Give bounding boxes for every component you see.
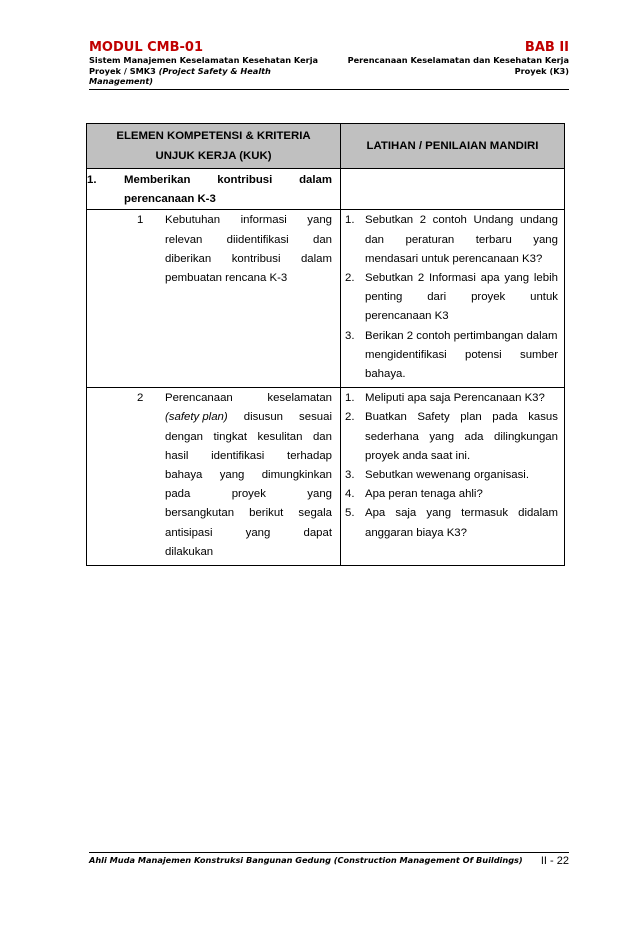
word: contoh <box>432 214 467 227</box>
word: dimungkinkan <box>261 469 332 482</box>
unit-cell <box>87 169 341 210</box>
word: kesulitan <box>257 430 303 443</box>
word: terhadap <box>287 449 332 462</box>
question-line <box>365 524 558 543</box>
word: dalam <box>300 252 332 265</box>
question-line <box>365 504 558 523</box>
word: bahaya <box>165 469 203 482</box>
kuk-line <box>165 543 332 562</box>
word: terbaru <box>475 233 512 246</box>
word: Apa peran tenaga ahli? <box>365 488 483 501</box>
unit-title-line2: perencanaan K-3 <box>124 193 216 206</box>
word: Undang <box>473 214 514 227</box>
kuk-line <box>165 408 332 427</box>
word: apa <box>480 272 500 285</box>
page-number: II - 22 <box>540 855 569 867</box>
question-text <box>365 504 558 542</box>
word: sumber <box>520 348 558 361</box>
word: hasil <box>165 449 189 462</box>
question-text <box>365 408 558 466</box>
question-text <box>365 269 558 327</box>
word: Sebutkan wewenang organisasi. <box>365 469 530 482</box>
kuk-number: 2 <box>137 392 144 405</box>
word: yang <box>307 214 332 227</box>
table-row <box>87 210 565 388</box>
word: kasus <box>528 411 558 424</box>
kuk-line <box>165 269 332 288</box>
word: Buatkan <box>365 411 407 424</box>
word: Kebutuhan <box>165 214 221 227</box>
word: dalam <box>299 174 332 186</box>
question-number: 1. <box>345 392 355 405</box>
word: berikut <box>249 507 284 520</box>
word: dengan <box>165 430 204 443</box>
word: yang <box>245 526 271 539</box>
question-number: 3. <box>345 469 355 482</box>
kuk-line <box>165 447 332 466</box>
question-number: 2. <box>345 411 355 424</box>
word: segala <box>298 507 332 520</box>
question-item <box>345 327 558 385</box>
kuk-line <box>165 485 332 504</box>
question-line <box>365 269 558 288</box>
kuk-line <box>165 466 332 485</box>
word: Informasi <box>429 272 476 285</box>
word: proyek anda saat ini. <box>365 449 471 462</box>
col-header-kuk-line1: ELEMEN KOMPETENSI & KRITERIA <box>116 130 311 142</box>
question-line <box>365 428 558 447</box>
word: Sebutkan <box>365 272 414 285</box>
kuk-line <box>165 250 332 269</box>
word: penting <box>365 291 403 304</box>
word: ada <box>464 430 484 443</box>
word: mendasari untuk perencanaan K3? <box>365 252 543 265</box>
word: perencanaan K3 <box>365 310 449 323</box>
word: proyek <box>231 488 266 501</box>
page-footer <box>89 855 569 867</box>
competency-unit <box>87 169 340 209</box>
header-left-line2-prefix: Proyek / SMK3 <box>89 65 159 76</box>
word: diidentifikasi <box>226 233 289 246</box>
question-number: 2. <box>345 272 355 285</box>
word: yang <box>504 272 530 285</box>
header-left-subtitle <box>89 55 318 87</box>
page-header <box>89 40 569 87</box>
word: pada <box>165 488 191 501</box>
word: dan <box>312 233 332 246</box>
word: pada <box>492 411 518 424</box>
word: didalam <box>518 507 558 520</box>
kuk-cell-2 <box>87 388 341 566</box>
word: Sebutkan <box>365 214 414 227</box>
header-divider <box>89 89 569 90</box>
word: dapat <box>303 526 332 539</box>
unit-row <box>87 169 565 210</box>
footer-text: Ahli Muda Manajemen Konstruksi Bangunan Gedung (Construction Management Of Buildings) <box>89 855 523 865</box>
header-right-line2: Proyek (K3) <box>514 65 569 76</box>
word: lebih <box>533 272 558 285</box>
unit-number: 1. <box>87 174 97 186</box>
question-item <box>345 504 558 542</box>
word: yang <box>219 469 245 482</box>
footer-divider <box>89 852 569 853</box>
question-line <box>365 307 558 326</box>
question-number: 4. <box>345 488 355 501</box>
col-header-kuk <box>87 124 341 169</box>
question-number: 5. <box>345 507 355 520</box>
table-header-row <box>87 124 565 169</box>
kuk-line <box>165 389 332 408</box>
header-left-line3 <box>89 76 318 87</box>
question-line <box>365 346 558 365</box>
word: bersangkutan <box>165 507 235 520</box>
word: diberikan <box>165 252 212 265</box>
word: dari <box>427 291 447 304</box>
question-list <box>341 388 564 546</box>
word: tingkat <box>213 430 248 443</box>
question-list <box>341 210 564 387</box>
kuk-line <box>165 524 332 543</box>
word: Safety <box>417 411 450 424</box>
question-item <box>345 269 558 327</box>
word: bahaya. <box>365 368 406 381</box>
word: pembuatan rencana K-3 <box>165 272 288 285</box>
question-text <box>365 327 558 385</box>
word: dan <box>312 430 332 443</box>
kuk-line <box>165 428 332 447</box>
question-number: 1. <box>345 214 355 227</box>
word: 2 <box>417 272 425 285</box>
word: 2 <box>419 214 427 227</box>
word: Apa <box>365 507 386 520</box>
question-item <box>345 466 558 485</box>
kuk-item <box>87 210 340 291</box>
unit-empty-cell <box>341 169 565 210</box>
header-right-line1: Perencanaan Keselamatan dan Kesehatan Kerja <box>347 55 569 65</box>
word: peraturan <box>405 233 455 246</box>
question-text <box>365 211 558 269</box>
word: Memberikan <box>124 174 191 186</box>
question-text <box>365 389 558 408</box>
word: kontribusi <box>231 252 281 265</box>
word: dilingkungan <box>494 430 558 443</box>
word: yang <box>426 507 452 520</box>
questions-cell-1 <box>341 210 565 388</box>
kuk-item <box>87 388 340 565</box>
header-left-line2-italic: (Project Safety & Health <box>158 65 271 76</box>
kuk-cell-1 <box>87 210 341 388</box>
word: dan <box>365 233 385 246</box>
question-item <box>345 211 558 269</box>
kuk-line <box>165 504 332 523</box>
word: Perencanaan <box>165 392 233 405</box>
unit-title <box>124 171 340 209</box>
header-left-line2 <box>89 66 318 77</box>
question-number: 3. <box>345 329 355 342</box>
word: yang <box>429 430 455 443</box>
header-left-line1: Sistem Manajemen Keselamatan Kesehatan Kerja <box>89 55 319 65</box>
col-header-kuk-line2: UNJUK KERJA (KUK) <box>155 150 272 162</box>
header-right-subtitle <box>348 55 569 87</box>
word: yang <box>533 233 558 246</box>
questions-cell-2 <box>341 388 565 566</box>
word: untuk <box>530 291 558 304</box>
question-line <box>365 408 558 427</box>
word: anggaran biaya K3? <box>365 526 467 539</box>
word: Meliputi apa saja Perencanaan K3? <box>365 392 545 405</box>
question-text <box>365 466 558 485</box>
question-item <box>345 485 558 504</box>
word: mengidentifikasi <box>365 348 447 361</box>
module-code: MODUL CMB-01 <box>89 40 204 55</box>
question-line <box>365 231 558 250</box>
question-line <box>365 389 558 408</box>
word: saja <box>395 507 417 520</box>
word: identifikasi <box>211 449 265 462</box>
kuk-line <box>165 231 332 250</box>
word: proyek <box>471 291 506 304</box>
table-row <box>87 388 565 566</box>
word: keselamatan <box>267 392 332 405</box>
kuk-number: 1 <box>137 214 144 227</box>
word: Berikan 2 contoh pertimbangan dalam <box>365 329 558 342</box>
header-left-line3-italic: Management) <box>89 76 154 86</box>
word: kontribusi <box>217 174 273 186</box>
word: sesuai <box>299 411 332 424</box>
word: plan <box>460 411 482 424</box>
question-line <box>365 211 558 230</box>
question-line <box>365 365 558 384</box>
question-line <box>365 288 558 307</box>
word: antisipasi <box>165 526 213 539</box>
word: disusun <box>243 411 283 424</box>
question-line <box>365 250 558 269</box>
col-header-latihan: LATIHAN / PENILAIAN MANDIRI <box>341 124 565 169</box>
word: (safety plan) <box>165 411 228 424</box>
question-line <box>365 447 558 466</box>
word: undang <box>519 214 558 227</box>
question-item <box>345 408 558 466</box>
question-line <box>365 327 558 346</box>
question-line <box>365 485 558 504</box>
kuk-text <box>165 389 340 562</box>
kuk-line <box>165 211 332 230</box>
word: relevan <box>165 233 203 246</box>
word: informasi <box>240 214 287 227</box>
question-item <box>345 389 558 408</box>
question-text <box>365 485 558 504</box>
word: termasuk <box>461 507 509 520</box>
chapter-label: BAB II <box>524 40 569 55</box>
word: dilakukan <box>165 545 214 558</box>
word: potensi <box>464 348 502 361</box>
kuk-text <box>165 211 340 288</box>
word: sederhana <box>365 430 419 443</box>
competency-table <box>86 123 565 566</box>
word: yang <box>307 488 332 501</box>
question-line <box>365 466 558 485</box>
unit-title-line1 <box>124 171 332 190</box>
